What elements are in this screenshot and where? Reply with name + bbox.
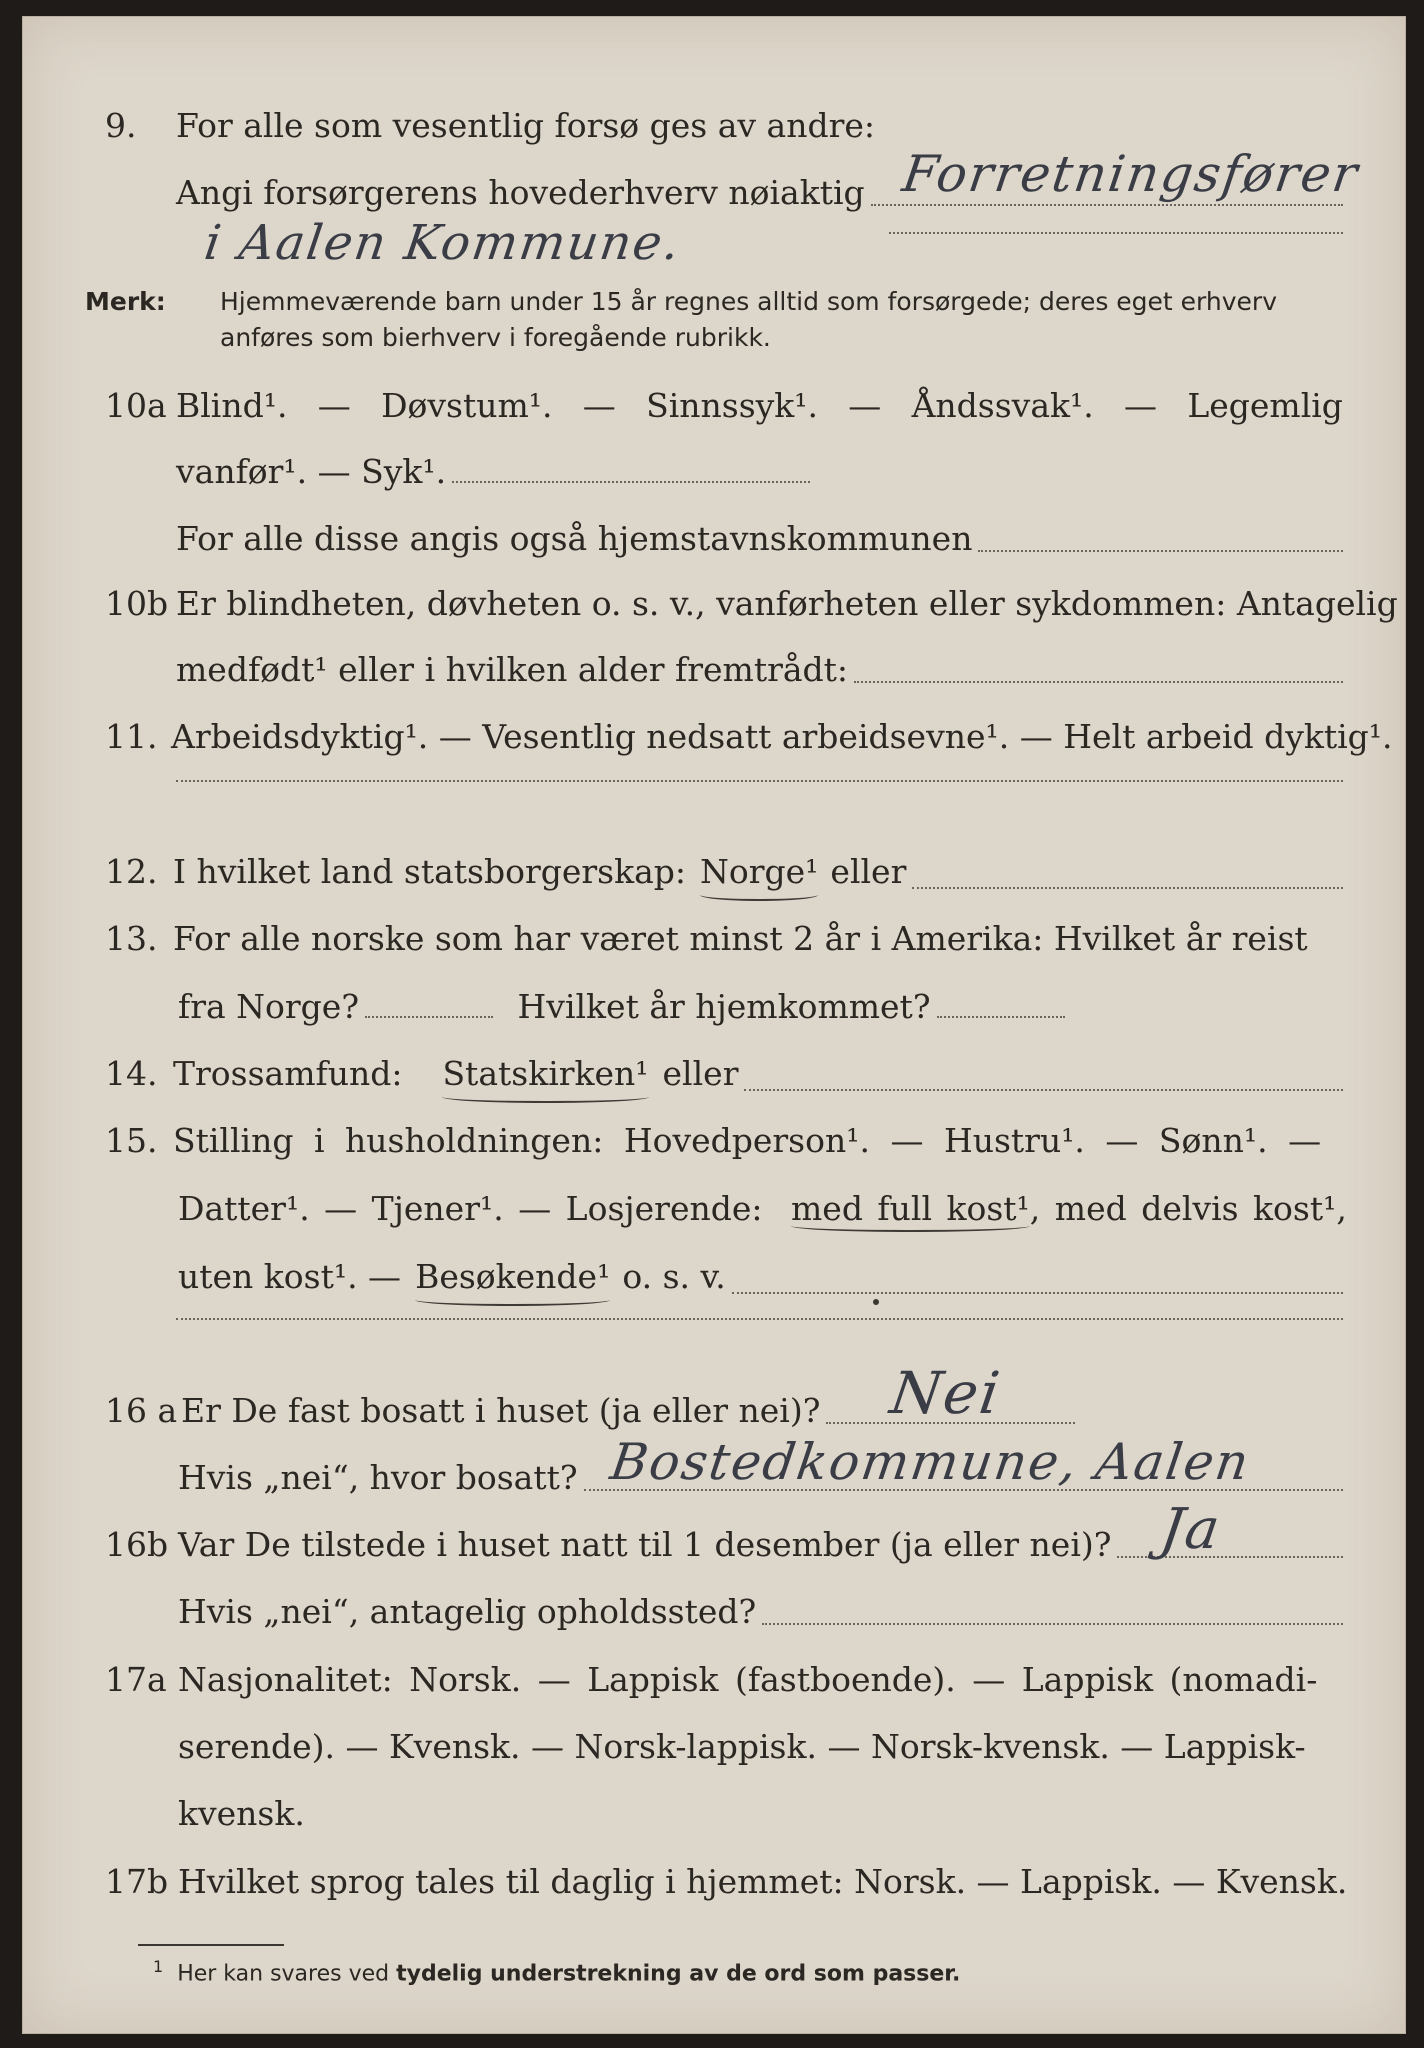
- q10a-line1: [23, 381, 1405, 431]
- q17a-text1: Nasjonalitet: Norsk. — Lappisk (fastboende). — Lappisk (nomadi-: [178, 1660, 1318, 1699]
- q16a-number: 16 a: [105, 1391, 178, 1430]
- q17a-number: 17a: [105, 1660, 167, 1699]
- q10a-text3: For alle disse angis også hjemstavnskommunen: [176, 519, 973, 558]
- q16b-text2: Hvis „nei“, antagelig opholdssted?: [178, 1592, 757, 1631]
- q13-line1: [23, 914, 1405, 964]
- q13-text2b: Hvilket år hjemkommet?: [517, 987, 931, 1026]
- q10b-text1: Er blindheten, døvheten o. s. v., vanførheten eller sykdommen: Antagelig: [176, 584, 1398, 623]
- q16b-text1: Var De tilstede i huset natt til 1 desember (ja eller nei)?: [178, 1525, 1112, 1564]
- q12-dotted-line: [912, 886, 1343, 889]
- q15-dotted-line2: [176, 1317, 1343, 1320]
- q15-line3: [23, 1252, 1405, 1302]
- q9-text1: For alle som vesentlig forsø ges av andre:: [176, 106, 875, 145]
- q17a-line1: [23, 1655, 1405, 1705]
- footnote-rule: [138, 1944, 284, 1946]
- dash: —: [582, 386, 616, 425]
- q10a-line2: [23, 447, 1405, 497]
- q15-line2: [23, 1184, 1405, 1234]
- q15-number: 15.: [105, 1121, 158, 1160]
- q10a-text2: vanfør¹. — Syk¹.: [176, 452, 447, 491]
- q11-dotted-line: [176, 779, 1343, 782]
- q12-suffix: eller: [830, 852, 907, 891]
- q13-text2a: fra Norge?: [178, 987, 360, 1026]
- q10b-number: 10b: [105, 584, 169, 623]
- census-form-page: [22, 16, 1406, 2034]
- q9-answer-dotted-line2: [889, 231, 1343, 234]
- q15-text3b: o. s. v.: [622, 1257, 726, 1296]
- q12-underlined-norge: Norge¹: [700, 847, 818, 901]
- q16b-handwritten-answer1: Ja: [1156, 1497, 1226, 1562]
- q17a-line3: [23, 1789, 1405, 1839]
- merk-label: Merk:: [85, 287, 166, 316]
- q15-text3a: uten kost¹. —: [178, 1257, 402, 1296]
- q16b-opholdssted-dotted-line: [762, 1622, 1343, 1625]
- q14-dotted-line: [744, 1088, 1343, 1091]
- merk-line2: [23, 319, 1405, 369]
- q10a-dotted-line: [452, 480, 810, 483]
- q13-text1: For alle norske som har været minst 2 år i Amerika: Hvilket år reist: [173, 919, 1308, 958]
- q9-handwritten-answer2: i Aalen Kommune.: [201, 215, 685, 271]
- q10a-options: [176, 381, 1343, 431]
- q9-number: 9.: [105, 106, 137, 145]
- q9-line1: [23, 101, 1405, 151]
- q15-line4: [23, 1317, 1405, 1367]
- ink-dot: [873, 1299, 879, 1305]
- q17a-line2: [23, 1722, 1405, 1772]
- q14-number: 14.: [105, 1054, 158, 1093]
- q17b-number: 17b: [105, 1862, 169, 1901]
- q13-hjemkommet-dotted: [937, 1015, 1065, 1018]
- q16b-dotted-line: [1117, 1555, 1343, 1558]
- q12-number: 12.: [105, 852, 158, 891]
- q15-text2b: , med delvis kost¹,: [1029, 1189, 1347, 1228]
- q10a-line3: [23, 514, 1405, 564]
- q10b-text2: medfødt¹ eller i hvilken alder fremtrådt:: [176, 650, 849, 689]
- q15-text2a: Datter¹. — Tjener¹. — Losjerende:: [178, 1189, 763, 1228]
- q15-underlined-besokende: Besøkende¹: [415, 1252, 610, 1306]
- q14-line: [23, 1049, 1405, 1099]
- q11-line1: [23, 712, 1405, 762]
- q10b-line1: [23, 579, 1405, 629]
- q12-prefix: I hvilket land statsborgerskap:: [173, 852, 687, 891]
- q17b-line1: [23, 1857, 1405, 1907]
- footnote-prefix: Her kan svares ved: [177, 1961, 390, 1987]
- q10b-line2: [23, 645, 1405, 695]
- q16a-handwritten-answer1: Nei: [886, 1359, 1006, 1427]
- q17a-text2: serende). — Kvensk. — Norsk-lappisk. — Norsk-kvensk. — Lappisk-: [178, 1727, 1306, 1766]
- q14-suffix: eller: [662, 1054, 739, 1093]
- merk-text2: anføres som bierhverv i foregående rubrikk.: [220, 323, 771, 352]
- q13-number: 13.: [105, 919, 158, 958]
- q9-answer-dotted-line: [871, 203, 1343, 206]
- q17a-text3: kvensk.: [178, 1794, 305, 1833]
- q10a-opt-sinnssyk: Sinnssyk¹.: [646, 386, 818, 425]
- q10a-hjemstavn-dotted-line: [978, 549, 1343, 552]
- q17b-text1: Hvilket sprog tales til daglig i hjemmet: Norsk. — Lappisk. — Kvensk.: [178, 1862, 1348, 1901]
- footnote-mark: 1: [153, 1957, 164, 1976]
- q16a-line1: [23, 1386, 1405, 1436]
- q12-line: [23, 847, 1405, 897]
- q10a-opt-blind: Blind¹.: [176, 386, 288, 425]
- q16a-text1: Er De fast bosatt i huset (ja eller nei)?: [181, 1391, 821, 1430]
- q10a-number: 10a: [105, 386, 167, 425]
- q11-text1: Arbeidsdyktig¹. — Vesentlig nedsatt arbeidsevne¹. — Helt arbeid dyktig¹.: [171, 717, 1393, 756]
- q10a-opt-andssvak: Åndssvak¹.: [911, 386, 1094, 425]
- merk-text1: Hjemmeværende barn under 15 år regnes alltid som forsørgede; deres eget erhverv: [220, 287, 1277, 316]
- q15-line1: [23, 1116, 1405, 1166]
- q15-underlined-full-kost: med full kost¹: [791, 1189, 1030, 1232]
- q16b-number: 16b: [105, 1525, 169, 1564]
- q15-dotted-line: [732, 1291, 1343, 1294]
- q9-handwritten-answer1: Forretningsfører: [898, 145, 1363, 203]
- q10a-opt-legemlig: Legemlig: [1187, 386, 1343, 425]
- footnote: [153, 1957, 960, 1986]
- q15-text1: Stilling i husholdningen: Hovedperson¹. — Hustru¹. — Sønn¹. —: [173, 1121, 1322, 1160]
- q9-text2: Angi forsørgerens hovederhverv nøiaktig: [176, 173, 865, 212]
- q13-reist-dotted: [365, 1015, 493, 1018]
- q16a-handwritten-answer2: Bostedkommune, Aalen: [606, 1433, 1254, 1491]
- dash: —: [317, 386, 351, 425]
- dash: —: [1124, 386, 1158, 425]
- footnote-bold: tydelig understrekning av de ord som passer.: [396, 1961, 961, 1987]
- q10b-dotted-line: [854, 680, 1343, 683]
- q10a-opt-dovstum: Døvstum¹.: [381, 386, 553, 425]
- q14-underlined-statskirken: Statskirken¹: [442, 1049, 648, 1103]
- dash: —: [848, 386, 882, 425]
- q14-prefix: Trossamfund:: [173, 1054, 403, 1093]
- q11-line2: [23, 779, 1405, 829]
- q11-number: 11.: [105, 717, 158, 756]
- q16b-line2: [23, 1587, 1405, 1637]
- q13-line2: [23, 982, 1405, 1032]
- q16a-text2: Hvis „nei“, hvor bosatt?: [178, 1458, 578, 1497]
